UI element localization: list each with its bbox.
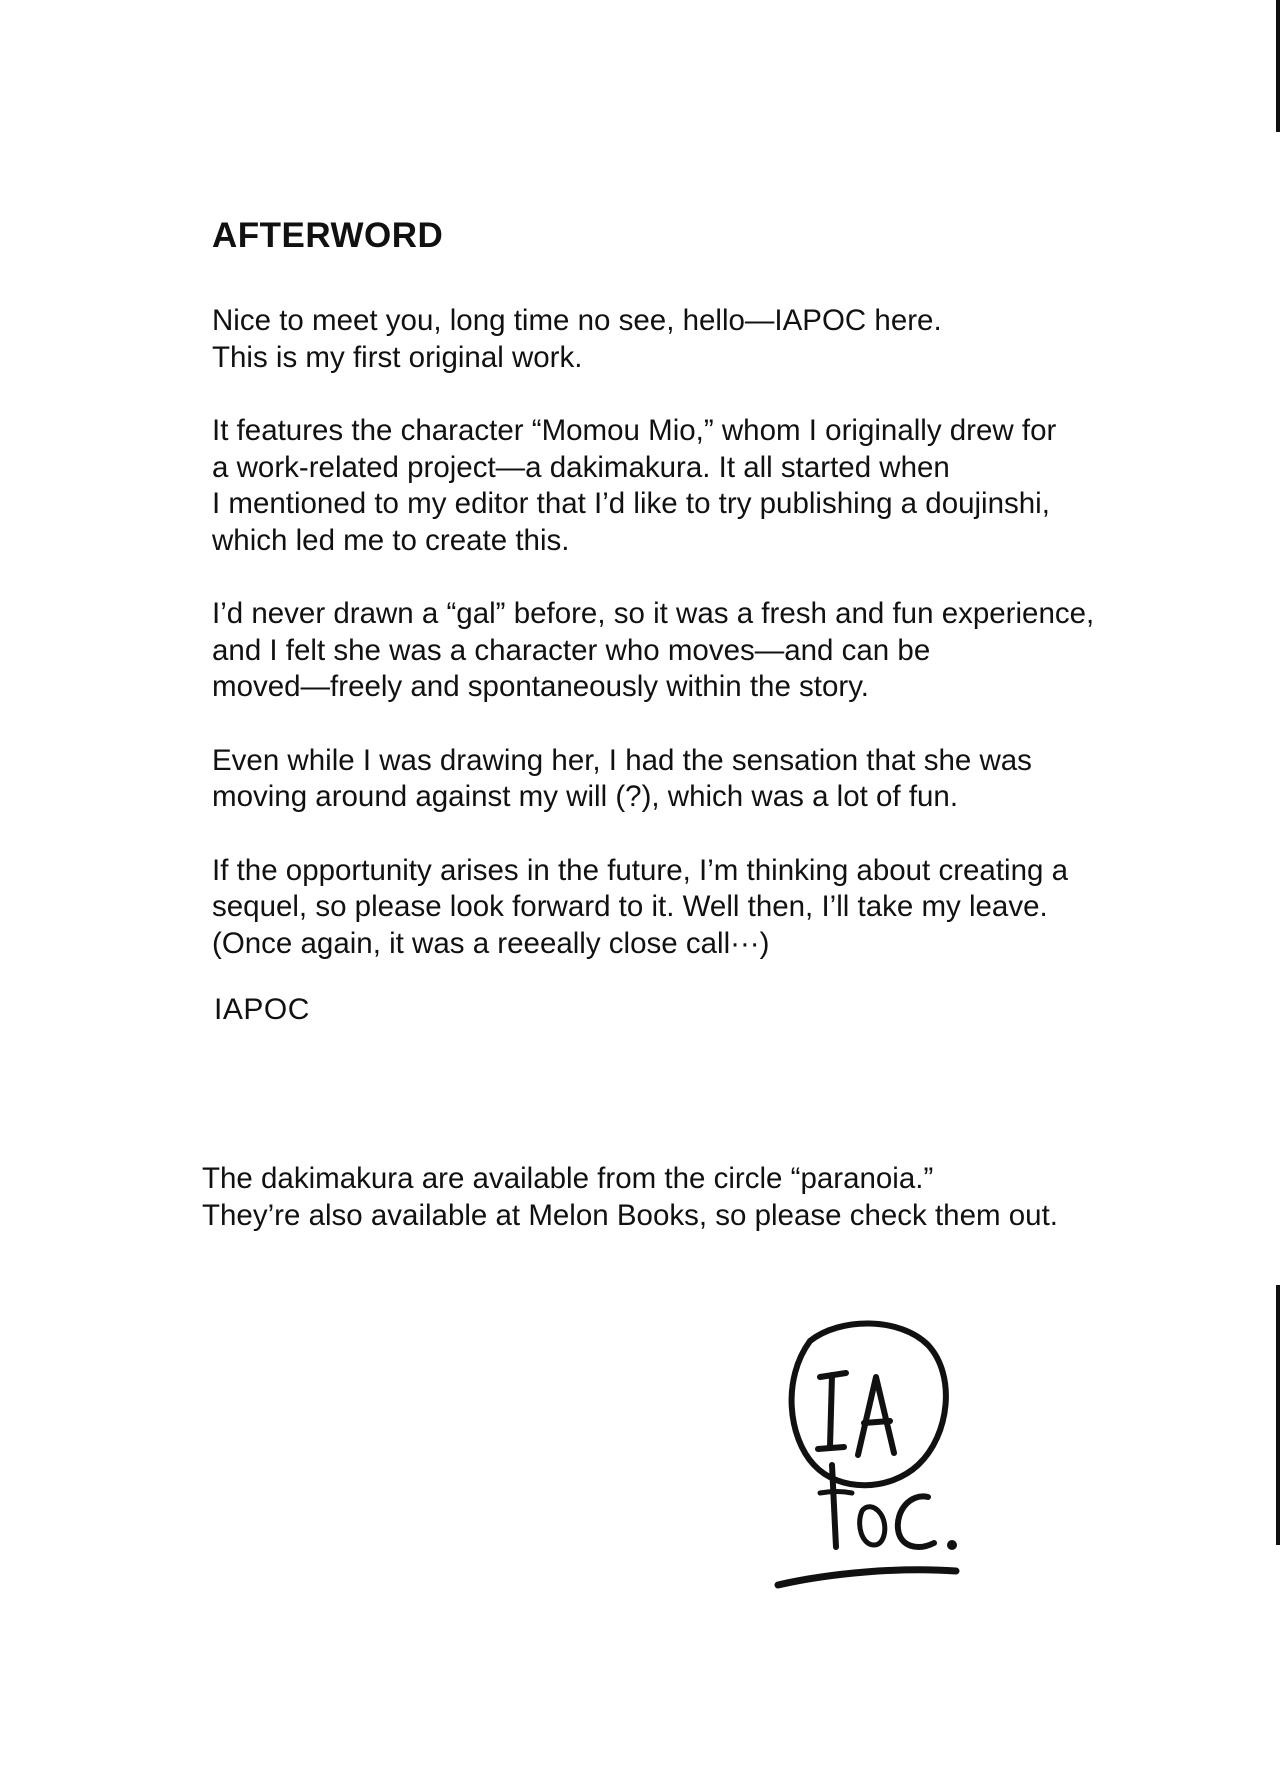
text-line: If the opportunity arises in the future, I’m thinking about creating a: [212, 853, 1068, 887]
afterword-body: [212, 303, 1172, 999]
page-edge-mark-top: [1276, 0, 1280, 132]
text-line: It features the character “Momou Mio,” whom I originally drew for: [212, 414, 1057, 447]
text-line: I’d never drawn a “gal” before, so it was a fresh and fun experience,: [212, 597, 1095, 630]
text-line: which led me to create this.: [212, 523, 570, 557]
paragraph-drawing: [212, 743, 1172, 816]
text-line: Even while I was drawing her, I had the sensation that she was: [212, 743, 1032, 777]
text-line: a work-related project—a dakimakura. It all started when: [212, 450, 950, 484]
text-line: (Once again, it was a reeeally close call···): [212, 926, 770, 960]
text-line: moving around against my will (?), which was a lot of fun.: [212, 780, 959, 813]
text-line: moved—freely and spontaneously within the story.: [212, 670, 869, 703]
author-signoff: IAPOC: [214, 993, 310, 1026]
page-edge-mark-bottom: [1276, 1285, 1280, 1545]
text-line: and I felt she was a character who moves—and can be: [212, 633, 931, 667]
paragraph-origin: [212, 413, 1172, 559]
dakimakura-notice: [202, 1160, 1058, 1234]
notice-line: The dakimakura are available from the circle “paranoia.”: [202, 1162, 934, 1195]
paragraph-experience: [212, 596, 1172, 706]
text-line: I mentioned to my editor that I’d like to try publishing a doujinshi,: [212, 487, 1050, 520]
paragraph-greeting: [212, 303, 1172, 376]
paragraph-closing: [212, 853, 1172, 963]
page-title: AFTERWORD: [212, 216, 444, 255]
text-line: sequel, so please look forward to it. Well then, I’ll take my leave.: [212, 890, 1048, 923]
handwritten-signature: [770, 1315, 970, 1595]
text-line: Nice to meet you, long time no see, hello—IAPOC here.: [212, 304, 942, 337]
notice-line: They’re also available at Melon Books, so please check them out.: [202, 1199, 1058, 1232]
text-line: This is my first original work.: [212, 340, 583, 374]
